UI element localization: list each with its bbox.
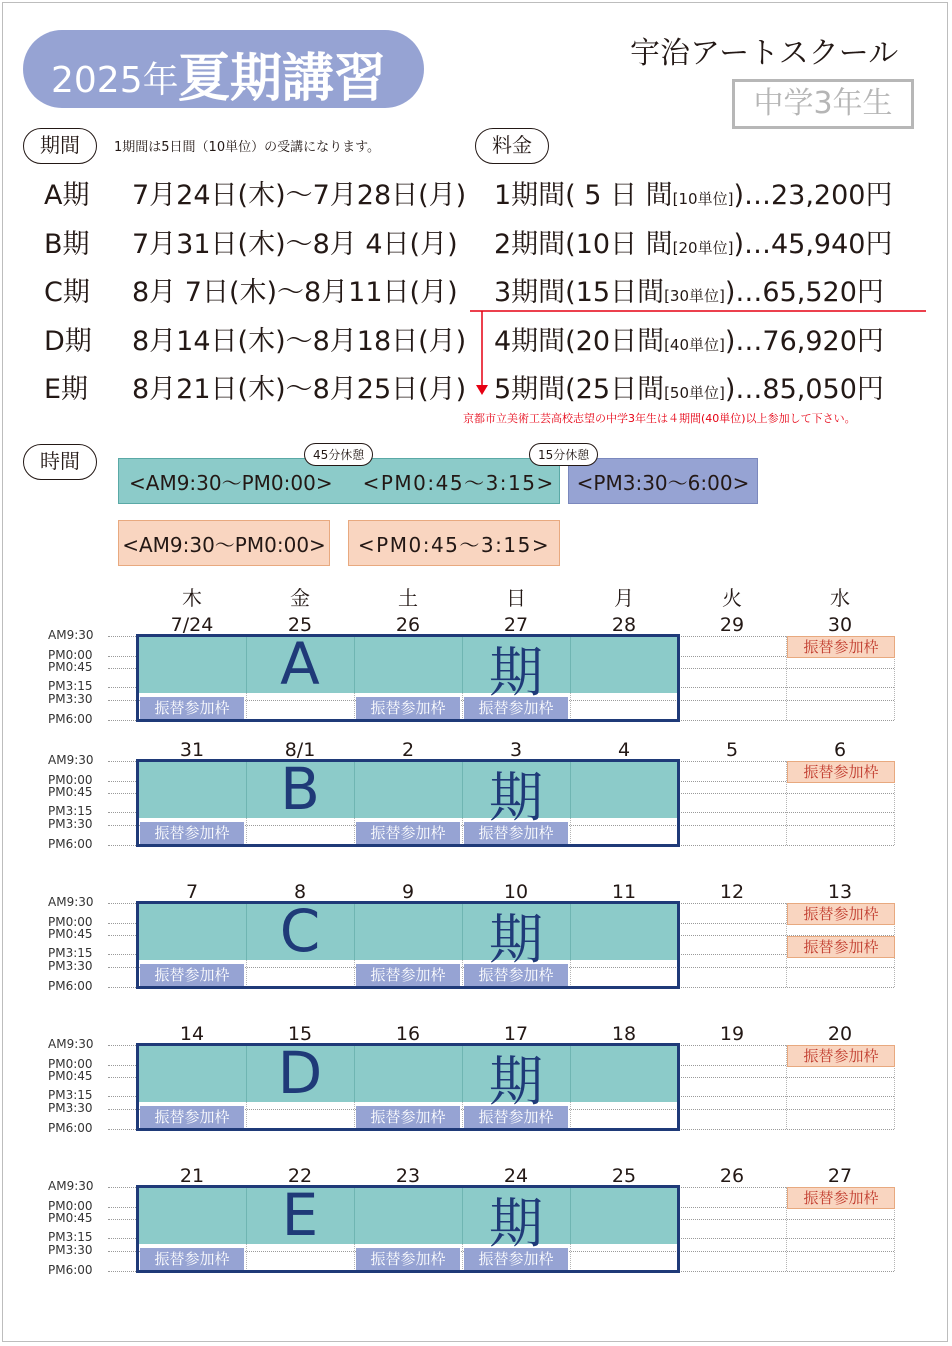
makeup-slot-wednesday: 振替参加枠 bbox=[787, 936, 895, 958]
fee-price: )…85,050円 bbox=[724, 374, 884, 405]
date-number: 17 bbox=[503, 1023, 529, 1045]
time-row-label: AM9:30 bbox=[48, 753, 94, 767]
period-label: 期間 bbox=[23, 128, 97, 164]
period-dates: 8月21日(木)～8月25日(月) bbox=[132, 374, 467, 405]
date-number: 27 bbox=[827, 1165, 853, 1187]
fee-unit: [50単位] bbox=[664, 384, 725, 402]
time-row-label: PM6:00 bbox=[48, 837, 93, 851]
date-number: 22 bbox=[287, 1165, 313, 1187]
date-number: 26 bbox=[719, 1165, 745, 1187]
period-name: A期 bbox=[44, 180, 90, 211]
makeup-slot-evening: 振替参加枠 bbox=[464, 697, 568, 719]
date-number: 25 bbox=[611, 1165, 637, 1187]
fee-price: )…65,520円 bbox=[724, 277, 884, 308]
fee-unit: [30単位] bbox=[664, 287, 725, 305]
period-note: 1期間は5日間（10単位）の受講になります。 bbox=[114, 140, 381, 155]
date-number: 8/1 bbox=[284, 739, 316, 761]
makeup-slot-evening: 振替参加枠 bbox=[356, 697, 460, 719]
fee-price: )…23,200円 bbox=[733, 180, 893, 211]
date-number: 4 bbox=[617, 739, 631, 761]
makeup-slot-evening: 振替参加枠 bbox=[356, 822, 460, 844]
time-row-label: PM6:00 bbox=[48, 979, 93, 993]
page-title: 夏期講習 bbox=[178, 49, 387, 109]
recommendation-note: 京都市立美術工芸高校志望の中学3年生は４期間(40単位)以上参加して下さい。 bbox=[463, 412, 856, 425]
title-year: 2025年 bbox=[51, 60, 179, 101]
makeup-slot-wednesday: 振替参加枠 bbox=[787, 761, 895, 783]
recommendation-arrow bbox=[460, 305, 930, 400]
makeup-slot-evening: 振替参加枠 bbox=[140, 1106, 244, 1128]
date-number: 12 bbox=[719, 881, 745, 903]
date-number: 11 bbox=[611, 881, 637, 903]
period-name: E期 bbox=[44, 374, 89, 405]
date-number: 3 bbox=[509, 739, 523, 761]
period-letter: C bbox=[279, 897, 321, 965]
fee-plan: 4期間(20日間 bbox=[494, 326, 665, 357]
date-number: 29 bbox=[719, 614, 745, 636]
period-letter: A bbox=[280, 630, 320, 698]
time-row-label: PM0:45 bbox=[48, 927, 93, 941]
time-row-label: AM9:30 bbox=[48, 1179, 94, 1193]
date-number: 23 bbox=[395, 1165, 421, 1187]
period-letter: E bbox=[281, 1181, 319, 1249]
time-slot-morning-alt: <AM9:30～PM0:00> bbox=[118, 520, 330, 566]
time-label: 時間 bbox=[23, 444, 97, 480]
date-number: 7/24 bbox=[170, 614, 214, 636]
makeup-slot-evening: 振替参加枠 bbox=[140, 964, 244, 986]
time-row-label: PM3:30 bbox=[48, 692, 93, 706]
time-row-label: PM6:00 bbox=[48, 1121, 93, 1135]
time-row-label: PM0:00 bbox=[48, 915, 93, 929]
weekday-header: 月 bbox=[614, 586, 634, 610]
makeup-slot-wednesday: 振替参加枠 bbox=[787, 636, 895, 658]
period-ki: 期 bbox=[489, 1050, 543, 1113]
period-outline bbox=[136, 759, 680, 847]
fee-label: 料金 bbox=[475, 128, 549, 164]
period-outline bbox=[136, 1043, 680, 1131]
time-row-label: PM0:00 bbox=[48, 1199, 93, 1213]
period-ki: 期 bbox=[489, 908, 543, 971]
time-row-label: PM3:15 bbox=[48, 1088, 93, 1102]
date-number: 26 bbox=[395, 614, 421, 636]
time-row-label: PM3:15 bbox=[48, 1230, 93, 1244]
fee-price: )…76,920円 bbox=[724, 326, 884, 357]
fee-plan: 1期間( 5 日 間 bbox=[494, 180, 673, 211]
date-number: 2 bbox=[401, 739, 415, 761]
period-name: B期 bbox=[44, 229, 90, 260]
makeup-slot-evening: 振替参加枠 bbox=[356, 1106, 460, 1128]
time-row-label: PM0:00 bbox=[48, 1057, 93, 1071]
period-ki: 期 bbox=[489, 1192, 543, 1255]
period-outline bbox=[136, 1185, 680, 1273]
weekday-header: 水 bbox=[830, 586, 850, 610]
date-number: 10 bbox=[503, 881, 529, 903]
time-row-label: PM0:45 bbox=[48, 660, 93, 674]
break-15-bubble: 15分休憩 bbox=[529, 443, 598, 466]
period-ki: 期 bbox=[489, 641, 543, 704]
period-letter: B bbox=[280, 755, 320, 823]
time-row-label: PM0:45 bbox=[48, 785, 93, 799]
time-row-label: PM3:30 bbox=[48, 817, 93, 831]
makeup-slot-evening: 振替参加枠 bbox=[140, 697, 244, 719]
makeup-slot-wednesday: 振替参加枠 bbox=[787, 903, 895, 925]
weekday-header: 金 bbox=[290, 586, 310, 610]
period-letter: D bbox=[277, 1039, 323, 1107]
date-number: 25 bbox=[287, 614, 313, 636]
fee-row bbox=[494, 173, 892, 212]
fee-plan: 2期間(10日 間 bbox=[494, 229, 673, 260]
fee-price: )…45,940円 bbox=[733, 229, 893, 260]
time-row-label: PM3:15 bbox=[48, 804, 93, 818]
date-number: 5 bbox=[725, 739, 739, 761]
date-number: 15 bbox=[287, 1023, 313, 1045]
fee-unit: [40単位] bbox=[664, 336, 725, 354]
grade-badge: 中学3年生 bbox=[732, 79, 914, 129]
makeup-slot-evening: 振替参加枠 bbox=[464, 1248, 568, 1270]
fee-row bbox=[494, 222, 892, 261]
period-dates: 8月 7日(木)～8月11日(月) bbox=[132, 277, 458, 308]
makeup-slot-evening: 振替参加枠 bbox=[140, 822, 244, 844]
time-slot-morning: <AM9:30～PM0:00> bbox=[129, 470, 333, 495]
date-number: 6 bbox=[833, 739, 847, 761]
date-number: 9 bbox=[401, 881, 415, 903]
makeup-slot-evening: 振替参加枠 bbox=[140, 1248, 244, 1270]
time-row-label: PM3:15 bbox=[48, 946, 93, 960]
title-banner bbox=[23, 30, 424, 108]
time-slot-afternoon: <PM0:45～3:15> bbox=[362, 470, 555, 495]
weekday-header: 土 bbox=[398, 586, 418, 610]
period-ki: 期 bbox=[489, 766, 543, 829]
break-45-bubble: 45分休憩 bbox=[304, 443, 373, 466]
time-row-label: PM6:00 bbox=[48, 712, 93, 726]
period-dates: 7月31日(木)～8月 4日(月) bbox=[132, 229, 458, 260]
fee-plan: 3期間(15日間 bbox=[494, 277, 665, 308]
weekday-header: 日 bbox=[506, 586, 526, 610]
time-row-label: PM0:00 bbox=[48, 773, 93, 787]
weekday-header: 火 bbox=[722, 586, 742, 610]
period-outline bbox=[136, 634, 680, 722]
time-row-label: PM0:45 bbox=[48, 1211, 93, 1225]
makeup-slot-wednesday: 振替参加枠 bbox=[787, 1045, 895, 1067]
time-row-label: PM3:30 bbox=[48, 959, 93, 973]
makeup-slot-evening: 振替参加枠 bbox=[356, 964, 460, 986]
date-number: 30 bbox=[827, 614, 853, 636]
fee-unit: [20単位] bbox=[672, 239, 734, 257]
time-row-label: PM3:30 bbox=[48, 1101, 93, 1115]
fee-row bbox=[494, 270, 884, 309]
time-row-label: PM3:15 bbox=[48, 679, 93, 693]
makeup-slot-evening: 振替参加枠 bbox=[464, 964, 568, 986]
date-number: 16 bbox=[395, 1023, 421, 1045]
date-number: 14 bbox=[179, 1023, 205, 1045]
date-number: 24 bbox=[503, 1165, 529, 1187]
period-dates: 8月14日(木)～8月18日(月) bbox=[132, 326, 467, 357]
date-number: 18 bbox=[611, 1023, 637, 1045]
fee-plan: 5期間(25日間 bbox=[494, 374, 665, 405]
time-row-label: AM9:30 bbox=[48, 895, 94, 909]
weekday-header: 木 bbox=[182, 586, 202, 610]
period-outline bbox=[136, 901, 680, 989]
makeup-slot-wednesday: 振替参加枠 bbox=[787, 1187, 895, 1209]
date-number: 7 bbox=[185, 881, 199, 903]
date-number: 31 bbox=[179, 739, 205, 761]
date-number: 8 bbox=[293, 881, 307, 903]
fee-unit: [10単位] bbox=[672, 190, 734, 208]
makeup-slot-evening: 振替参加枠 bbox=[464, 1106, 568, 1128]
date-number: 27 bbox=[503, 614, 529, 636]
time-row-label: PM0:45 bbox=[48, 1069, 93, 1083]
time-row-label: AM9:30 bbox=[48, 1037, 94, 1051]
time-row-label: PM6:00 bbox=[48, 1263, 93, 1277]
time-slot-afternoon-alt: <PM0:45～3:15> bbox=[348, 520, 560, 566]
date-number: 20 bbox=[827, 1023, 853, 1045]
period-name: D期 bbox=[44, 326, 92, 357]
time-slot-evening: <PM3:30～6:00> bbox=[568, 458, 758, 504]
date-number: 21 bbox=[179, 1165, 205, 1187]
period-name: C期 bbox=[44, 277, 90, 308]
time-row-label: AM9:30 bbox=[48, 628, 94, 642]
time-row-label: PM3:30 bbox=[48, 1243, 93, 1257]
period-dates: 7月24日(木)～7月28日(月) bbox=[132, 180, 467, 211]
makeup-slot-evening: 振替参加枠 bbox=[464, 822, 568, 844]
date-number: 28 bbox=[611, 614, 637, 636]
date-number: 13 bbox=[827, 881, 853, 903]
time-row-label: PM0:00 bbox=[48, 648, 93, 662]
makeup-slot-evening: 振替参加枠 bbox=[356, 1248, 460, 1270]
school-name: 宇治アートスクール bbox=[630, 36, 899, 71]
date-number: 19 bbox=[719, 1023, 745, 1045]
